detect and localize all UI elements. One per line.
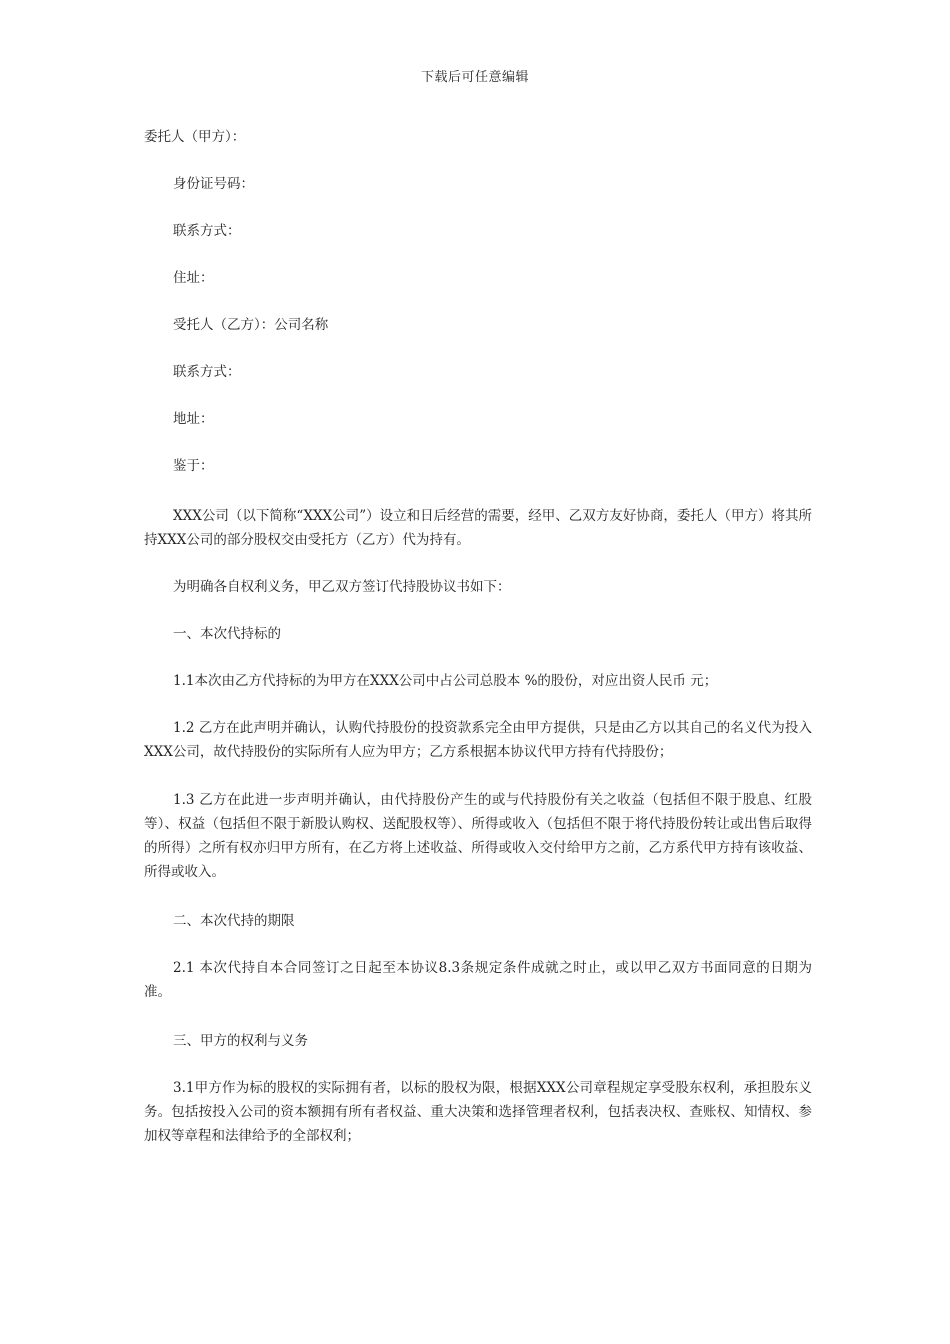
- principal-label: 委托人（甲方）：: [144, 129, 246, 145]
- section-1-heading: 一、本次代持标的: [173, 626, 281, 642]
- agent-address-label: 地址：: [173, 411, 214, 427]
- agent-label: 受托人（乙方）：公司名称: [173, 317, 329, 333]
- intro-paragraph: XXX公司（以下简称“XXX公司”）设立和日后经营的需要，经甲、乙双方友好协商，委托人（甲方）将其所持XXX公司的部分股权交由受托方（乙方）代为持有。: [144, 508, 812, 548]
- purpose-paragraph: 为明确各自权利义务，甲乙双方签订代持股协议书如下：: [173, 579, 511, 595]
- clause-1-1: 1.1本次由乙方代持标的为甲方在XXX公司中占公司总股本 %的股份，对应出资人民币 元；: [173, 673, 718, 689]
- clause-1-2: 1.2 乙方在此声明并确认，认购代持股份的投资款系完全由甲方提供，只是由乙方以其自己的名义代为投入XXX公司，故代持股份的实际所有人应为甲方；乙方系根据本协议代甲方持有代持股份；: [144, 720, 812, 760]
- page-header: 下载后可任意编辑: [420, 70, 529, 85]
- whereas-label: 鉴于：: [173, 458, 214, 474]
- clause-3-1: 3.1甲方作为标的股权的实际拥有者，以标的股权为限，根据XXX公司章程规定享受股东权利，承担股东义务。包括按投入公司的资本额拥有所有者权益、重大决策和选择管理者权利，包括表决权、查账权、知情权、参加权等章程和法律给予的全部权利；: [144, 1080, 812, 1144]
- section-2-heading: 二、本次代持的期限: [173, 913, 295, 929]
- id-number-label: 身份证号码：: [173, 176, 254, 192]
- principal-address-label: 住址：: [173, 270, 214, 286]
- clause-1-3: 1.3 乙方在此进一步声明并确认，由代持股份产生的或与代持股份有关之收益（包括但不限于股息、红股等）、权益（包括但不限于新股认购权、送配股权等）、所得或收入（包括但不限于将代持股份转让或出售后取得的所得）之所有权亦归甲方所有，在乙方将上述收益、所得或收入交付给甲方之前，乙方系代甲方持有该收益、所得或收入。: [144, 792, 812, 880]
- principal-contact-label: 联系方式：: [173, 223, 241, 239]
- agent-contact-label: 联系方式：: [173, 364, 241, 380]
- section-3-heading: 三、甲方的权利与义务: [173, 1033, 308, 1049]
- clause-2-1: 2.1 本次代持自本合同签订之日起至本协议8.3条规定条件成就之时止，或以甲乙双方书面同意的日期为准。: [144, 960, 812, 1000]
